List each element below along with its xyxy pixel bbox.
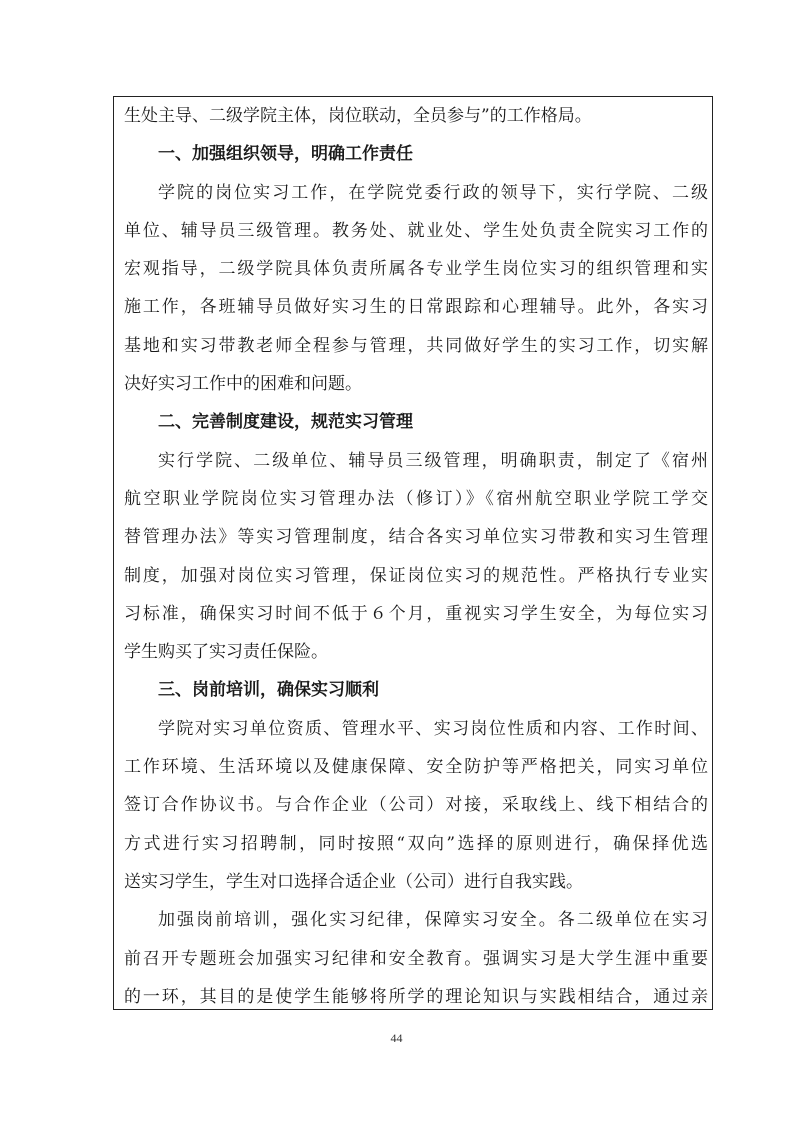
body-line: 施工作，各班辅导员做好实习生的日常跟踪和心理辅导。此外，各实习	[124, 297, 708, 318]
document-body	[124, 97, 708, 1016]
body-line: 宏观指导，二级学院具体负责所属各专业学生岗位实习的组织管理和实	[124, 259, 708, 280]
body-line: 工作环境、生活环境以及健康保障、安全防护等严格把关，同实习单位	[124, 757, 708, 778]
body-line: 制度，加强对岗位实习管理，保证岗位实习的规范性。严格执行专业实	[124, 565, 708, 586]
body-line: 习标准，确保实习时间不低于６个月，重视实习学生安全，为每位实习	[124, 603, 708, 624]
section-heading: 三、岗前培训，确保实习顺利	[158, 680, 379, 701]
section-heading: 一、加强组织领导，明确工作责任	[158, 144, 413, 165]
paragraph-last-line: 决好实习工作中的困难和问题。	[124, 374, 362, 395]
content-frame	[113, 96, 713, 1010]
body-line: 签订合作协议书。与合作企业（公司）对接，采取线上、线下相结合的	[124, 795, 708, 816]
body-line: 单位、辅导员三级管理。教务处、就业处、学生处负责全院实习工作的	[124, 220, 708, 241]
body-line: 的一环，其目的是使学生能够将所学的理论知识与实践相结合，通过亲	[124, 986, 708, 1007]
paragraph-first-line: 学院的岗位实习工作，在学院党委行政的领导下，实行学院、二级	[158, 182, 708, 203]
paragraph-first-line: 学院对实习单位资质、管理水平、实习岗位性质和内容、工作时间、	[158, 718, 708, 739]
body-line: 前召开专题班会加强实习纪律和安全教育。强调实习是大学生涯中重要	[124, 948, 708, 969]
paragraph-first-line: 加强岗前培训，强化实习纪律，保障实习安全。各二级单位在实习	[158, 910, 708, 931]
paragraph-last-line: 学生购买了实习责任保险。	[124, 642, 328, 663]
paragraph-last-line: 送实习学生，学生对口选择合适企业（公司）进行自我实践。	[124, 871, 583, 892]
body-line: 方式进行实习招聘制，同时按照“双向”选择的原则进行，确保择优选	[124, 833, 708, 854]
paragraph-last-line: 生处主导、二级学院主体，岗位联动，全员参与”的工作格局。	[124, 106, 592, 126]
paragraph-first-line: 实行学院、二级单位、辅导员三级管理，明确职责，制定了《宿州	[158, 450, 708, 471]
page-number: 44	[390, 1031, 403, 1045]
section-heading: 二、完善制度建设，规范实习管理	[158, 412, 413, 433]
body-line: 航空职业学院岗位实习管理办法（修订）》《宿州航空职业学院工学交	[124, 488, 708, 509]
body-line: 替管理办法》等实习管理制度，结合各实习单位实习带教和实习生管理	[124, 527, 708, 548]
body-line: 基地和实习带教老师全程参与管理，共同做好学生的实习工作，切实解	[124, 335, 708, 356]
